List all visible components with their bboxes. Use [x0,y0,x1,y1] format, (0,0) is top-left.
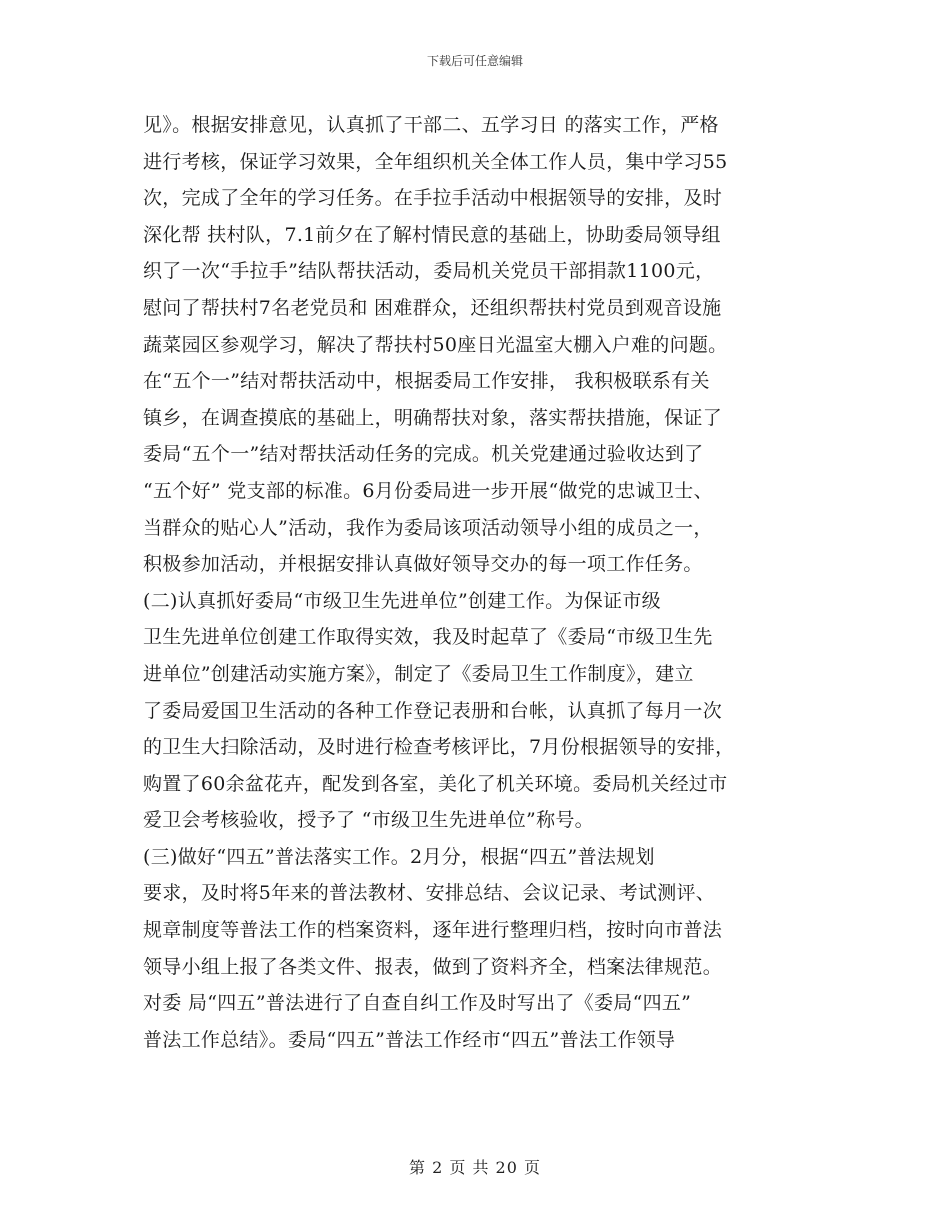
paragraph-1: 见》。根据安排意见，认真抓了干部二、五学习日 的落实工作，严格 进行考核，保证学习效果，全年组织机关全体工作人员，集中学习55 次，完成了全年的学习任务。在手拉手活动中根据领导的安排，及时 深化帮 扶村队，7.1前夕在了解村情民意的基础上，协助委局领导组 织了一次“手拉手”结队帮扶活动，委局机关党员干部捐款1100元， 慰问了帮扶村7名老党员和 困难群众，还组织帮扶村党员到观音设施 蔬菜园区参观学习，解决了帮扶村50座日光温室大棚入户难的问题。 在“五个一”结对帮扶活动中，根据委局工作安排， 我积极联系有关 镇乡，在调查摸底的基础上，明确帮扶对象，落实帮扶措施，保证了 委局“五个一”结对帮扶活动任务的完成。机关党建通过验收达到了 “五个好” 党支部的标准。6月份委局进一步开展“做党的忠诚卫士、 当群众的贴心人”活动，我作为委局该项活动领导小组的成员之一， 积极参加活动，并根据安排认真做好领导交办的每一项工作任务。 [143,114,728,576]
document-body [143,107,815,1058]
page-footer: 第 2 页 共 20 页 [409,1158,541,1177]
page-header: 下载后可任意编辑 [426,54,523,68]
paragraph-3: (三)做好“四五”普法落实工作。2月分，根据“四五”普法规划 要求，及时将5年来的普法教材、安排总结、会议记录、考试测评、 规章制度等普法工作的档案资料，逐年进行整理归档，按时向市普法 领导小组上报了各类文件、报表，做到了资料齐全，档案法律规范。 对委 局“四五”普法进行了自查自纠工作及时写出了《委局“四五” 普法工作总结》。委局“四五”普法工作经市“四五”普法工作领导 [143,845,723,1051]
paragraph-2: (二)认真抓好委局“市级卫生先进单位”创建工作。为保证市级 卫生先进单位创建工作取得实效，我及时起草了《委局“市级卫生先 进单位”创建活动实施方案》，制定了《委局卫生工作制度》，建立 了委局爱国卫生活动的各种工作登记表册和台帐，认真抓了每月一次 的卫生大扫除活动，及时进行检查考核评比，7月份根据领导的安排， 购置了60余盆花卉，配发到各室，美化了机关环境。委局机关经过市 爱卫会考核验收，授予了 “市级卫生先进单位”称号。 [143,589,735,832]
